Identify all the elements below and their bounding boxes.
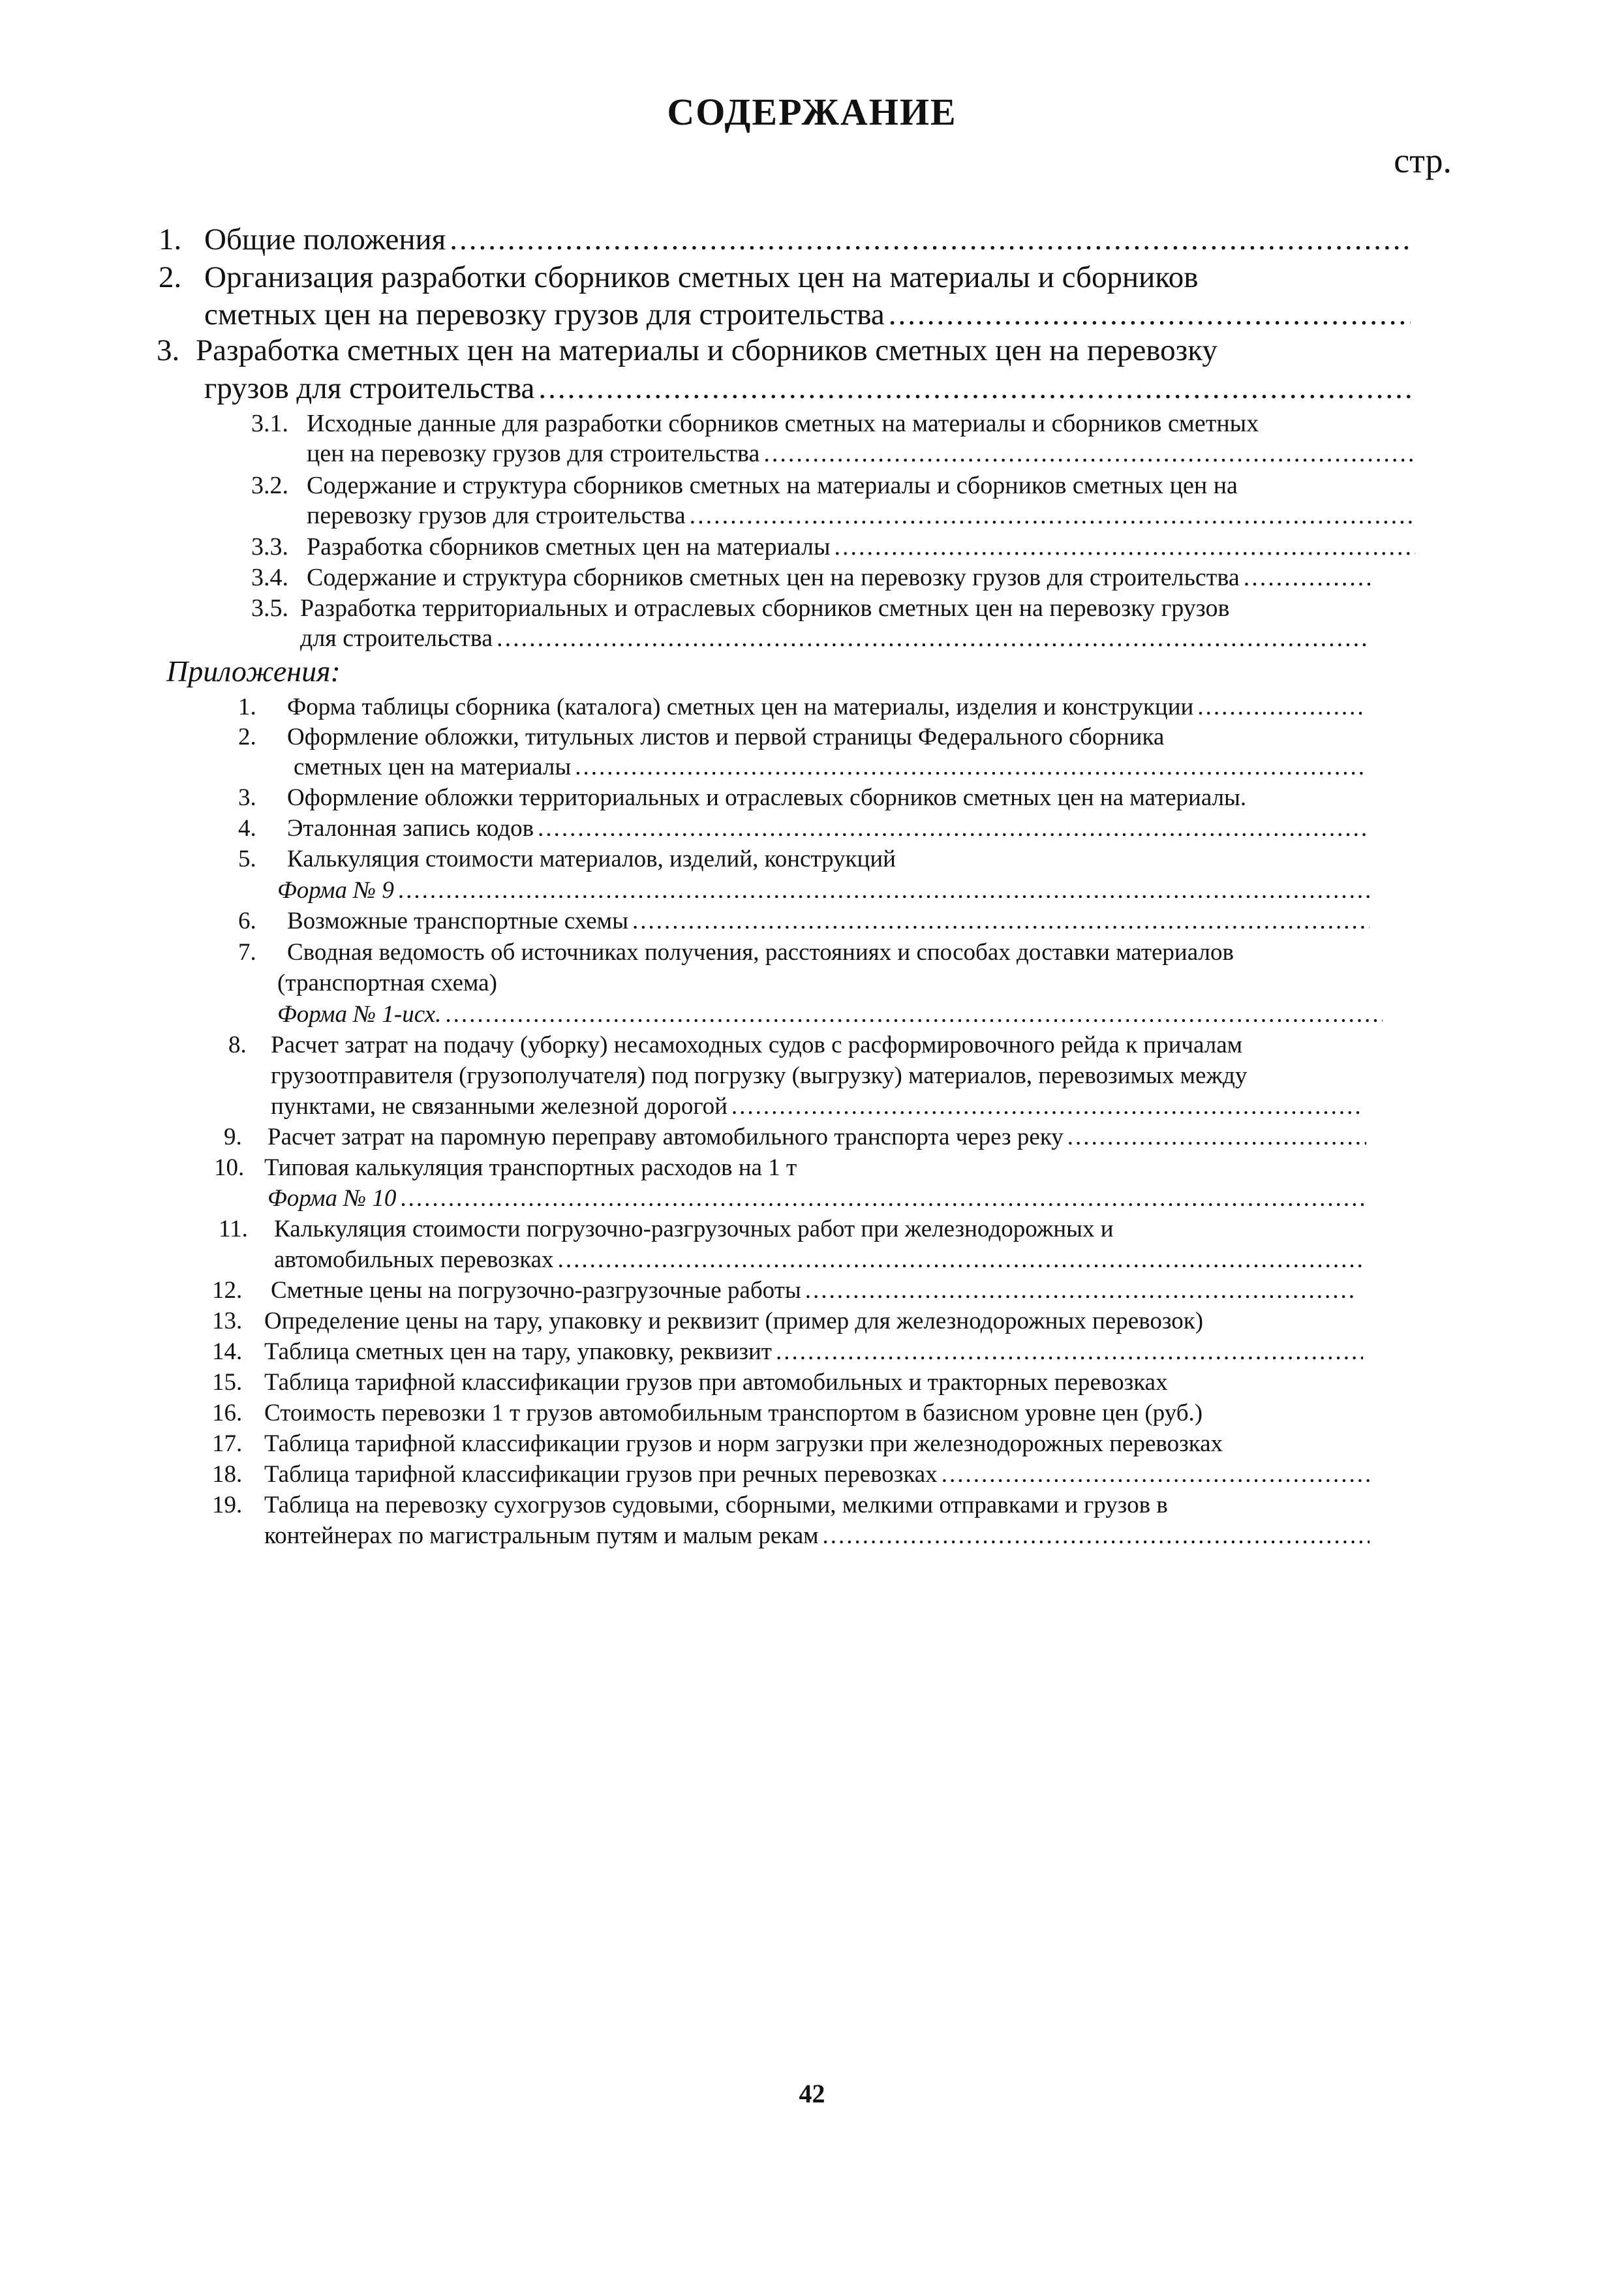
section-number: 1. [159,223,182,256]
appendix-title: Типовая калькуляция транспортных расходов на 1 т [264,1154,797,1181]
document-title: СОДЕРЖАНИЕ [667,91,957,133]
subsection-title: Исходные данные для разработки сборников сметных на материалы и сборников сметных [307,410,1259,437]
appendix-title: Эталонная запись кодов [287,815,534,842]
appendix-title-cont: сметных цен на материалы [294,754,572,780]
appendix-title: Определение цены на тару, упаковку и реквизит (пример для железнодорожных перевозок) [264,1308,1204,1334]
appendix-number: 9. [224,1124,242,1150]
appendix-title: Расчет затрат на подачу (уборку) несамоходных судов с расформировочного рейда к причалам [271,1032,1243,1058]
appendix-title-cont: контейнерах по магистральным путям и малым рекам [264,1522,819,1549]
section-title-cont: сметных цен на перевозку грузов для строительства [204,298,885,331]
subsection-number: 3.4. [251,564,288,591]
section-title: Разработка сметных цен на материалы и сборников сметных цен на перевозку [196,333,1218,367]
appendix-title: Таблица сметных цен на тару, упаковку, реквизит [264,1338,772,1365]
appendix-number: 5. [238,846,256,872]
appendix-title: Стоимость перевозки 1 т грузов автомобильным транспортом в базисном уровне цен (руб.) [264,1400,1203,1426]
appendix-title: Калькуляция стоимости материалов, изделий, конструкций [287,846,896,872]
section-number: 3. [157,333,180,367]
section-number: 2. [159,260,182,294]
appendix-title: Возможные транспортные схемы [287,908,628,934]
subsection-number: 3.1. [251,410,288,437]
subsection-number: 3.2. [251,472,288,499]
appendix-number: 8. [228,1032,247,1058]
appendix-title: Сводная ведомость об источниках получения, расстояниях и способах доставки материалов [287,939,1234,966]
appendix-number: 12. [212,1277,243,1304]
appendix-number: 13. [212,1308,243,1334]
section-title: Организация разработки сборников сметных цен на материалы и сборников [204,260,1199,294]
appendix-title: Форма таблицы сборника (каталога) сметных цен на материалы, изделия и конструкции [287,694,1194,720]
appendix-form-label: Форма № 10 [268,1185,397,1212]
appendix-number: 2. [238,724,256,750]
appendix-number: 19. [212,1492,243,1518]
appendix-number: 15. [212,1369,243,1396]
subsection-number: 3.5. [251,594,288,622]
appendices-label: Приложения: [166,654,341,688]
appendix-number: 11. [219,1216,248,1242]
subsection-title: Содержание и структура сборников сметных цен на перевозку грузов для строительства [307,564,1240,591]
section-title: Общие положения [204,223,446,256]
section-title-cont: грузов для строительства [204,371,535,405]
appendix-title-cont: пунктами, не связанными железной дорогой [271,1093,728,1120]
appendix-number: 1. [238,694,256,720]
subsection-title: Разработка территориальных и отраслевых сборников сметных цен на перевозку грузов [300,594,1230,622]
appendix-title: Калькуляция стоимости погрузочно-разгрузочных работ при железнодорожных и [274,1216,1114,1242]
appendix-title: Сметные цены на погрузочно-разгрузочные работы [271,1277,801,1304]
appendix-title-cont: автомобильных перевозках [274,1246,554,1273]
appendix-title: Таблица тарифной классификации грузов при автомобильных и тракторных перевозках [264,1369,1168,1396]
appendix-title: Расчет затрат на паромную переправу автомобильного транспорта через реку [268,1124,1064,1150]
appendix-number: 17. [212,1430,243,1457]
subsection-title-cont: перевозку грузов для строительства [307,502,686,529]
subsection-title-cont: цен на перевозку грузов для строительства [307,440,760,467]
appendix-number: 10. [214,1154,245,1181]
appendix-number: 14. [212,1338,243,1365]
appendix-form-label: Форма № 1-исх. [277,1001,442,1028]
appendix-title: Таблица на перевозку сухогрузов судовыми, сборными, мелкими отправками и грузов в [264,1492,1168,1518]
page-column-label: стр. [1394,141,1452,180]
subsection-title-cont: для строительства [300,624,493,652]
appendix-number: 7. [238,939,256,966]
appendix-title: Оформление обложки территориальных и отраслевых сборников сметных цен на материалы. [287,784,1247,811]
appendix-title-cont: грузоотправителя (грузополучателя) под погрузку (выгрузку) материалов, перевозимых между [271,1062,1248,1089]
appendix-number: 3. [238,784,256,811]
subsection-number: 3.3. [251,533,288,561]
appendix-form-label: Форма № 9 [277,877,394,904]
appendix-title-cont: (транспортная схема) [277,970,497,996]
page-number: 42 [799,2079,825,2108]
appendix-number: 4. [238,815,256,842]
subsection-title: Содержание и структура сборников сметных на материалы и сборников сметных цен на [307,472,1238,499]
appendix-title: Таблица тарифной классификации грузов и норм загрузки при железнодорожных перевозках [264,1430,1223,1457]
appendix-number: 16. [212,1400,243,1426]
appendix-title: Таблица тарифной классификации грузов при речных перевозках [264,1461,938,1488]
appendix-number: 6. [238,908,256,934]
subsection-title: Разработка сборников сметных цен на материалы [307,533,831,561]
appendix-title: Оформление обложки, титульных листов и первой страницы Федерального сборника [287,724,1165,750]
appendix-number: 18. [212,1461,243,1488]
